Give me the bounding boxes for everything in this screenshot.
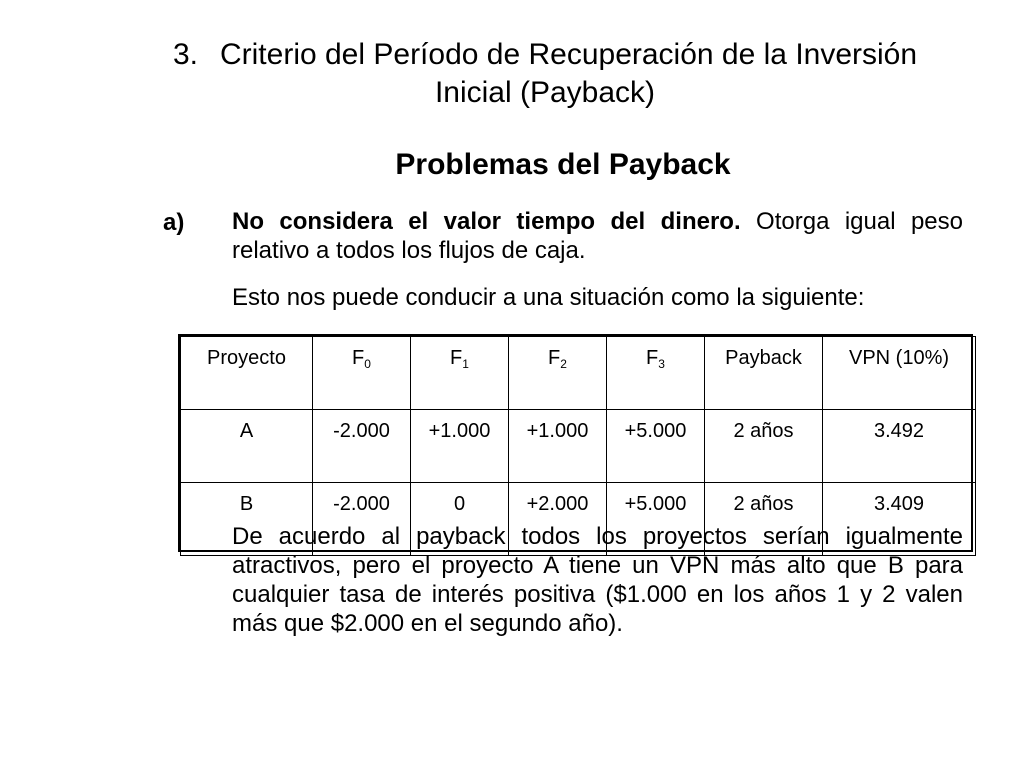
header-f1-sub: 1: [462, 357, 469, 371]
cashflow-table: [178, 334, 973, 552]
header-f2-label: F: [548, 347, 561, 369]
title-number: 3.: [172, 38, 198, 71]
header-vpn: VPN (10%): [823, 337, 976, 410]
section-heading: Problemas del Payback: [395, 148, 731, 181]
cell-f0: -2.000: [313, 410, 411, 483]
cell-f0: -2.000: [313, 483, 411, 556]
item-paragraph-3: De acuerdo al payback todos los proyectos serían igualmente atractivos, pero el proyecto A tiene un VPN más alto que B para cualquier tasa de interés positiva ($1.000 en los años 1 y 2 valen más que $2.000 en el segundo año).: [232, 523, 963, 637]
header-f2: [509, 337, 607, 410]
header-project: Proyecto: [181, 337, 313, 410]
header-f3: [607, 337, 705, 410]
header-f0-label: F: [352, 347, 365, 369]
cell-f2: +1.000: [509, 410, 607, 483]
header-f0: [313, 337, 411, 410]
table-header-row: [181, 337, 976, 410]
header-f1: [411, 337, 509, 410]
header-f3-label: F: [646, 347, 659, 369]
cell-f3: +5.000: [607, 410, 705, 483]
header-f1-label: F: [450, 347, 463, 369]
cell-f2: +2.000: [509, 483, 607, 556]
cell-vpn: 3.409: [823, 483, 976, 556]
cell-f3: +5.000: [607, 483, 705, 556]
title-text: Criterio del Período de Recuperación de la Inversión Inicial (Payback): [219, 38, 918, 109]
cell-f1: 0: [411, 483, 509, 556]
slide-title: [160, 36, 930, 112]
table-row: [181, 410, 976, 483]
cell-project: B: [181, 483, 313, 556]
item-rest-text: Otorga igual peso relativo a todos los flujos de caja.: [232, 208, 964, 264]
header-f0-sub: 0: [364, 357, 371, 371]
header-payback: Payback: [705, 337, 823, 410]
item-bold-text: No considera el valor tiempo del dinero.: [232, 208, 741, 235]
cell-payback: 2 años: [705, 483, 823, 556]
list-item-label: a): [163, 209, 185, 236]
item-paragraph-2: Esto nos puede conducir a una situación como la siguiente:: [232, 284, 865, 311]
header-f2-sub: 2: [560, 357, 567, 371]
cell-project: A: [181, 410, 313, 483]
cell-vpn: 3.492: [823, 410, 976, 483]
header-f3-sub: 3: [658, 357, 665, 371]
cell-payback: 2 años: [705, 410, 823, 483]
cell-f1: +1.000: [411, 410, 509, 483]
item-paragraph-1: [232, 207, 963, 265]
